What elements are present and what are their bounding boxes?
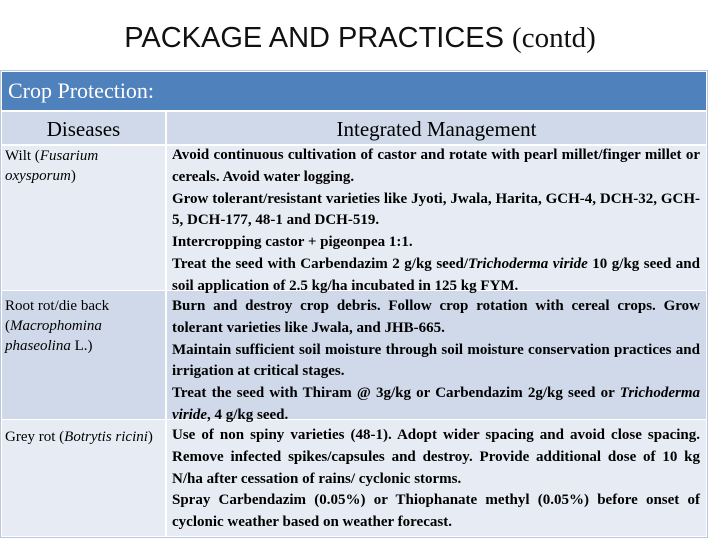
management-line [172,383,700,427]
pathogen-name: Fusarium oxysporum [5,148,99,184]
management-text: Treat the seed with Carbendazim 2 g/kg seed/ [172,255,468,272]
disease-text: ) [70,168,76,184]
column-header-diseases-label: Diseases [46,117,121,141]
management-text: Treat the seed with Thiram @ 3g/kg or Carbendazim 2g/kg seed or [172,385,620,401]
bioagent-name: Trichoderma viride [172,385,700,423]
disease-text: Wilt ( [5,148,40,164]
management-line: Intercropping castor + pigeonpea 1:1. [172,234,413,250]
section-banner-label: Crop Protection: [8,78,155,103]
disease-text: Root rot/die back ( [5,298,110,334]
disease-name-root-rot [5,296,155,356]
management-line: Use of non spiny varieties (48-1). Adopt wider spacing and avoid close spacing. Remove infected spikes/capsules and destroy. Provide additional dose of 10 kg N/ha after cessation of rains/ cyclonic storms. [172,427,700,487]
bioagent-name: Trichoderma viride [467,255,588,272]
disease-name-wilt [5,146,155,186]
slide-title-paren: (contd) [512,22,596,54]
management-text: , 4 g/kg seed. [207,406,289,423]
column-header-management [167,112,706,144]
management-line: Grow tolerant/resistant varieties like Jyoti, Jwala, Harita, GCH-4, DCH-32, GCH-5, DCH-177, 48-1 and DCH-519. [172,190,700,229]
column-header-diseases [2,112,165,144]
management-text: 10 g/kg seed and soil application of 2.5 kg/ha incubated in 125 kg FYM. [172,255,700,294]
disease-text: ) [147,429,153,445]
management-line: Maintain sufficient soil moisture through soil moisture conservation practices and irrigation at critical stages. [172,341,700,380]
management-line: Avoid continuous cultivation of castor and rotate with pearl millet/finger millet or cereals. Avoid water logging. [172,147,700,185]
column-header-management-label: Integrated Management [336,117,537,141]
pathogen-name: Botrytis ricini [64,429,148,445]
pathogen-name: Macrophomina phaseolina [5,318,102,354]
slide-title-main: PACKAGE AND PRACTICES [124,22,504,54]
management-line [172,254,700,298]
disease-text: L.) [70,338,93,354]
management-line: Spray Carbendazim (0.05%) or Thiophanate methyl (0.05%) before onset of cyclonic weather based on weather forecast. [172,492,700,530]
section-banner [2,72,706,110]
disease-name-grey-rot [5,427,155,447]
management-line: Burn and destroy crop debris. Follow crop rotation with cereal crops. Grow tolerant varieties like Jwala, and JHB-665. [172,298,700,336]
management-text-wilt [172,145,700,297]
management-text-grey-rot [172,425,700,534]
management-text-root-rot [172,296,700,427]
disease-text: Grey rot ( [5,429,65,445]
slide-title [0,22,720,55]
